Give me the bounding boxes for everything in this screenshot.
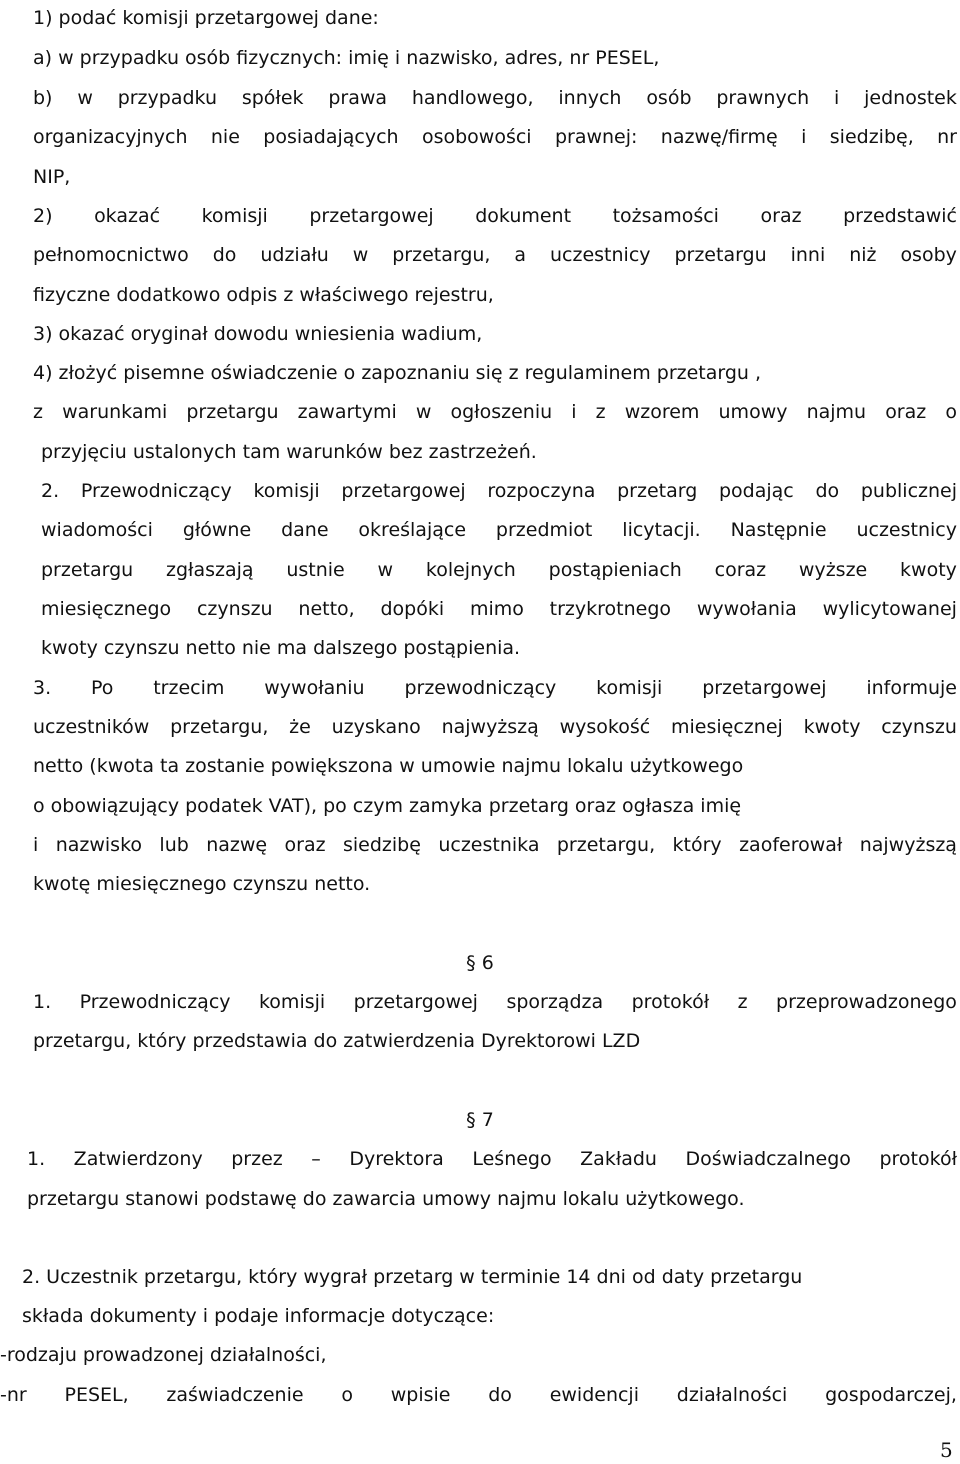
word: miesięcznej (671, 716, 783, 738)
word: i (834, 87, 840, 109)
section-heading-7: § 7 (466, 1109, 494, 1131)
word: spółek (241, 87, 304, 109)
word: oraz (284, 834, 326, 856)
text-line-8: fizyczne dodatkowo odpis z właściwego rejestru, (33, 284, 494, 306)
word: Doświadczalnego (685, 1148, 851, 1170)
text-line-33 (0, 1383, 957, 1407)
word: i (571, 401, 577, 423)
word: uczestnika (438, 834, 540, 856)
word: wywołaniu (264, 677, 365, 699)
text-line-25 (33, 990, 957, 1014)
page-number: 5 (940, 1438, 953, 1462)
word: 1. (33, 991, 52, 1013)
word: innych (558, 87, 622, 109)
word: uczestnicy (550, 244, 651, 266)
word: ogłoszeniu (450, 401, 553, 423)
text-line-16 (41, 597, 957, 621)
text-line-15 (41, 558, 957, 582)
word: publicznej (860, 480, 957, 502)
word: i (801, 126, 807, 148)
word: przetargu (674, 244, 767, 266)
word: najwyższą (441, 716, 539, 738)
word: dopóki (380, 598, 445, 620)
word: z (737, 991, 748, 1013)
word: Przewodniczący (79, 991, 231, 1013)
text-line-10: 4) złożyć pisemne oświadczenie o zapoznaniu się z regulaminem przetargu , (33, 362, 762, 384)
word: kwoty (803, 716, 861, 738)
word: z (33, 401, 43, 423)
word: zawartymi (297, 401, 397, 423)
word: posiadających (263, 126, 399, 148)
word: przetargu (41, 559, 134, 581)
word: trzykrotnego (549, 598, 672, 620)
word: uzyskano (331, 716, 421, 738)
section-heading-6: § 6 (466, 952, 494, 974)
text-line-21: o obowiązujący podatek VAT), po czym zamyka przetarg oraz ogłasza imię (33, 795, 742, 817)
word: określające (358, 519, 467, 541)
text-line-18 (33, 676, 957, 700)
text-line-20: netto (kwota ta zostanie powiększona w umowie najmu lokalu użytkowego (33, 755, 744, 777)
word: czynszu (196, 598, 273, 620)
text-line-9: 3) okazać oryginał dowodu wniesienia wadium, (33, 323, 483, 345)
word: protokół (879, 1148, 957, 1170)
text-line-6 (33, 204, 957, 228)
word: zaoferował (739, 834, 843, 856)
word: a (514, 244, 527, 266)
text-line-4 (33, 125, 957, 149)
text-line-11 (33, 400, 957, 424)
word: gospodarczej, (825, 1384, 957, 1406)
word: przetargu, (170, 716, 269, 738)
text-line-23: kwotę miesięcznego czynszu netto. (33, 873, 371, 895)
word: prawnych (716, 87, 810, 109)
word: dane (281, 519, 329, 541)
word: czynszu (881, 716, 957, 738)
word: przedmiot (495, 519, 593, 541)
word: nr (937, 126, 957, 148)
text-line-5: NIP, (33, 166, 71, 188)
word: kolejnych (425, 559, 516, 581)
word: o (945, 401, 957, 423)
word: lub (159, 834, 189, 856)
word: w (352, 244, 369, 266)
word: wywołania (696, 598, 797, 620)
word: kwoty (900, 559, 957, 581)
word: w (77, 87, 93, 109)
word: 3. (33, 677, 52, 699)
word: wiadomości (41, 519, 153, 541)
word: z (595, 401, 606, 423)
text-line-30: 2. Uczestnik przetargu, który wygrał przetarg w terminie 14 dni od daty przetargu (22, 1266, 803, 1288)
word: prawnej: (554, 126, 638, 148)
text-line-28 (27, 1147, 957, 1171)
word: PESEL, (64, 1384, 129, 1406)
word: przetargowej (341, 480, 466, 502)
word: o (341, 1384, 353, 1406)
word: oraz (885, 401, 927, 423)
word: miesięcznego (41, 598, 172, 620)
word: tożsamości (612, 205, 719, 227)
word: przetargowej (353, 991, 478, 1013)
word: który (672, 834, 722, 856)
word: ustnie (286, 559, 345, 581)
text-line-19 (33, 715, 957, 739)
word: informuje (866, 677, 957, 699)
word: Przewodniczący (80, 480, 232, 502)
word: ewidencji (549, 1384, 639, 1406)
word: wpisie (390, 1384, 451, 1406)
word: komisji (201, 205, 268, 227)
text-line-13 (41, 479, 957, 503)
word: wyższe (798, 559, 868, 581)
text-line-17: kwoty czynszu netto nie ma dalszego postąpienia. (41, 637, 521, 659)
word: osoby (900, 244, 957, 266)
word: nazwę/firmę (660, 126, 778, 148)
word: przetargowej (309, 205, 434, 227)
text-line-31: składa dokumenty i podaje informacje dotyczące: (22, 1305, 495, 1327)
word: najwyższą (859, 834, 957, 856)
word: coraz (714, 559, 767, 581)
word: postąpieniach (548, 559, 682, 581)
word: siedzibę (342, 834, 421, 856)
word: sporządza (506, 991, 604, 1013)
word: dokument (475, 205, 572, 227)
word: przetargowej (702, 677, 827, 699)
word: przetarg (617, 480, 698, 502)
word: przetargu, (392, 244, 491, 266)
word: że (289, 716, 311, 738)
word: do (815, 480, 840, 502)
word: 2. (41, 480, 60, 502)
word: 2) (33, 205, 53, 227)
word: przeprowadzonego (776, 991, 957, 1013)
word: inni (790, 244, 826, 266)
text-line-3 (33, 86, 957, 110)
word: Leśnego (472, 1148, 552, 1170)
word: przewodniczący (404, 677, 557, 699)
word: komisji (253, 480, 320, 502)
word: umowy (718, 401, 788, 423)
word: przetargu, (556, 834, 656, 856)
word: nazwę (206, 834, 268, 856)
word: w (415, 401, 432, 423)
text-line-2: a) w przypadku osób fizycznych: imię i nazwisko, adres, nr PESEL, (33, 47, 660, 69)
text-line-7 (33, 243, 957, 267)
word: rozpoczyna (487, 480, 596, 502)
word: zgłaszają (166, 559, 254, 581)
word: wysokość (559, 716, 651, 738)
text-line-26: przetargu, który przedstawia do zatwierdzenia Dyrektorowi LZD (33, 1030, 641, 1052)
word: protokół (631, 991, 710, 1013)
word: siedzibę, (829, 126, 914, 148)
word: Po (90, 677, 114, 699)
word: prawa (328, 87, 388, 109)
word: uczestnicy (856, 519, 957, 541)
word: nie (210, 126, 240, 148)
word: trzecim (153, 677, 225, 699)
word: Zakładu (580, 1148, 657, 1170)
word: osób (646, 87, 692, 109)
word: netto, (298, 598, 355, 620)
word: handlowego, (411, 87, 534, 109)
text-line-1: 1) podać komisji przetargowej dane: (33, 7, 379, 29)
word: – (311, 1148, 321, 1170)
word: -nr (0, 1384, 27, 1406)
text-line-22 (33, 833, 957, 857)
word: do (488, 1384, 512, 1406)
word: przez (231, 1148, 283, 1170)
word: główne (182, 519, 252, 541)
word: 1. (27, 1148, 46, 1170)
word: Następnie (730, 519, 827, 541)
word: okazać (94, 205, 161, 227)
word: najmu (806, 401, 867, 423)
text-line-29: przetargu stanowi podstawę do zawarcia umowy najmu lokalu użytkowego. (27, 1188, 745, 1210)
word: wylicytowanej (822, 598, 957, 620)
word: do (212, 244, 237, 266)
word: nazwisko (55, 834, 143, 856)
word: zaświadczenie (166, 1384, 304, 1406)
word: komisji (596, 677, 663, 699)
text-line-12: przyjęciu ustalonych tam warunków bez zastrzeżeń. (41, 441, 537, 463)
word: pełnomocnictwo (33, 244, 189, 266)
word: mimo (469, 598, 524, 620)
word: licytacji. (622, 519, 701, 541)
word: niż (849, 244, 877, 266)
word: warunkami (62, 401, 168, 423)
word: Dyrektora (349, 1148, 444, 1170)
word: komisji (258, 991, 326, 1013)
word: b) (33, 87, 53, 109)
word: organizacyjnych (33, 126, 188, 148)
word: wzorem (624, 401, 700, 423)
word: przypadku (117, 87, 218, 109)
word: oraz (760, 205, 802, 227)
word: przedstawić (843, 205, 957, 227)
word: w (377, 559, 394, 581)
word: działalności (676, 1384, 788, 1406)
word: udziału (260, 244, 329, 266)
word: i (33, 834, 39, 856)
text-line-14 (41, 518, 957, 542)
word: osobowości (421, 126, 532, 148)
text-line-32: -rodzaju prowadzonej działalności, (0, 1344, 327, 1366)
word: uczestników (33, 716, 150, 738)
word: Zatwierdzony (73, 1148, 203, 1170)
word: podając (718, 480, 794, 502)
word: jednostek (864, 87, 957, 109)
word: przetargu (186, 401, 279, 423)
